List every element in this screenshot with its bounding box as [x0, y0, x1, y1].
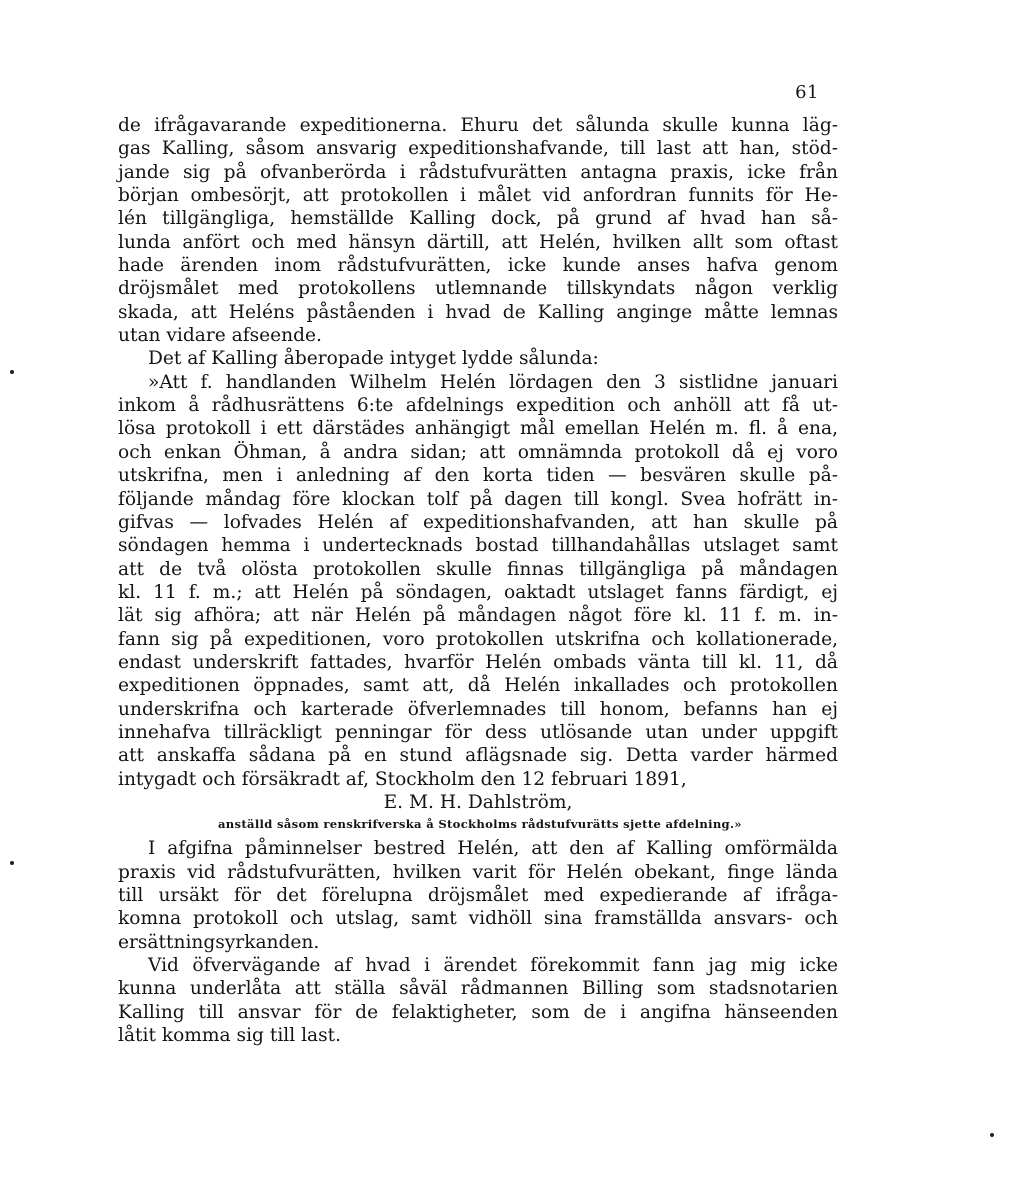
text-line: ersättningsyrkanden. — [118, 931, 320, 953]
text-line: lén tillgängliga, hemställde Kalling dock, på grund af hvad han så- — [118, 208, 838, 230]
text-line: endast underskrift fattades, hvarför Helén ombads vänta till kl. 11, då — [118, 651, 838, 673]
text-line: utskrifna, men i anledning af den korta tiden — besvären skulle på- — [118, 465, 838, 487]
text-line: I afgifna påminnelser bestred Helén, att den af Kalling omförmälda — [148, 838, 838, 860]
text-line: till ursäkt för det förelupna dröjsmålet med expedierande af ifråga- — [118, 885, 838, 906]
text-line: början ombesörjt, att protokollen i målet vid anfordran funnits för He- — [118, 185, 838, 207]
signature-title: anställd såsom renskrifverska å Stockholms rådstufvurätts sjette afdelning.» — [218, 817, 742, 832]
text-line: gas Kalling, såsom ansvarig expeditionshafvande, till last att han, stöd- — [118, 138, 838, 160]
text-line: inkom å rådhusrättens 6:te afdelnings expedition och anhöll att få ut- — [118, 395, 838, 417]
text-line: och enkan Öhman, å andra sidan; att omnämnda protokoll då ej voro — [118, 441, 838, 463]
text-line: de ifrågavarande expeditionerna. Ehuru det sålunda skulle kunna läg- — [118, 115, 838, 136]
text-line: skada, att Heléns påståenden i hvad de Kalling anginge måtte lemnas — [118, 301, 838, 323]
text-line: söndagen hemma i undertecknads bostad tillhandahållas utslaget samt — [118, 535, 838, 557]
signature-name: E. M. H. Dahlström, — [383, 791, 573, 813]
text-line: underskrifna och karterade öfverlemnades till honom, befanns han ej — [118, 698, 838, 720]
text-line: följande måndag före klockan tolf på dagen till kongl. Svea hofrätt in- — [118, 488, 838, 510]
body-text — [118, 114, 838, 1047]
scan-speck — [10, 370, 14, 374]
text-line: komna protokoll och utslag, samt vidhöll sina framställda ansvars- och — [118, 908, 838, 930]
text-line: låtit komma sig till last. — [118, 1025, 342, 1047]
text-line: expeditionen öppnades, samt att, då Helén inkallades och protokollen — [118, 675, 838, 697]
scan-speck — [10, 861, 14, 865]
text-line: utan vidare afseende. — [118, 325, 322, 347]
text-line: Kalling till ansvar för de felaktigheter, som de i angifna hänseenden — [118, 1001, 838, 1023]
text-line: dröjsmålet med protokollens utlemnande tillskyndats någon verklig — [118, 278, 838, 300]
text-line: innehafva tillräckligt penningar för dess utlösande utan under uppgift — [118, 721, 838, 743]
text-line: Vid öfvervägande af hvad i ärendet förekommit fann jag mig icke — [148, 955, 838, 977]
text-line: gifvas — lofvades Helén af expeditionshafvanden, att han skulle på — [118, 511, 838, 533]
text-line: »Att f. handlanden Wilhelm Helén lördagen den 3 sistlidne januari — [148, 371, 838, 393]
page-number: 61 — [795, 82, 819, 103]
text-line: lunda anfört och med hänsyn därtill, att Helén, hvilken allt som oftast — [118, 231, 838, 253]
text-line: att de två olösta protokollen skulle finnas tillgängliga på måndagen — [118, 558, 838, 580]
text-line: att anskaffa sådana på en stund aflägsnade sig. Detta varder härmed — [118, 745, 838, 767]
text-line: kl. 11 f. m.; att Helén på söndagen, oaktadt utslaget fanns färdigt, ej — [118, 581, 838, 603]
text-line: fann sig på expeditionen, voro protokollen utskrifna och kollationerade, — [118, 628, 838, 650]
text-line: Det af Kalling åberopade intyget lydde sålunda: — [148, 348, 599, 370]
text-line: jande sig på ofvanberörda i rådstufvurätten antagna praxis, icke från — [118, 161, 838, 183]
text-line: hade ärenden inom rådstufvurätten, icke kunde anses hafva genom — [118, 255, 838, 277]
text-line: praxis vid rådstufvurätten, hvilken varit för Helén obekant, finge lända — [118, 861, 838, 883]
text-line: lösa protokoll i ett därstädes anhängigt mål emellan Helén m. fl. å ena, — [118, 418, 838, 440]
scan-speck — [990, 1133, 994, 1137]
text-line: intygadt och försäkradt af, Stockholm den 12 februari 1891, — [118, 768, 687, 790]
text-line: kunna underlåta att ställa såväl rådmannen Billing som stadsnotarien — [118, 978, 838, 1000]
text-line: lät sig afhöra; att när Helén på måndagen något före kl. 11 f. m. in- — [118, 605, 838, 627]
